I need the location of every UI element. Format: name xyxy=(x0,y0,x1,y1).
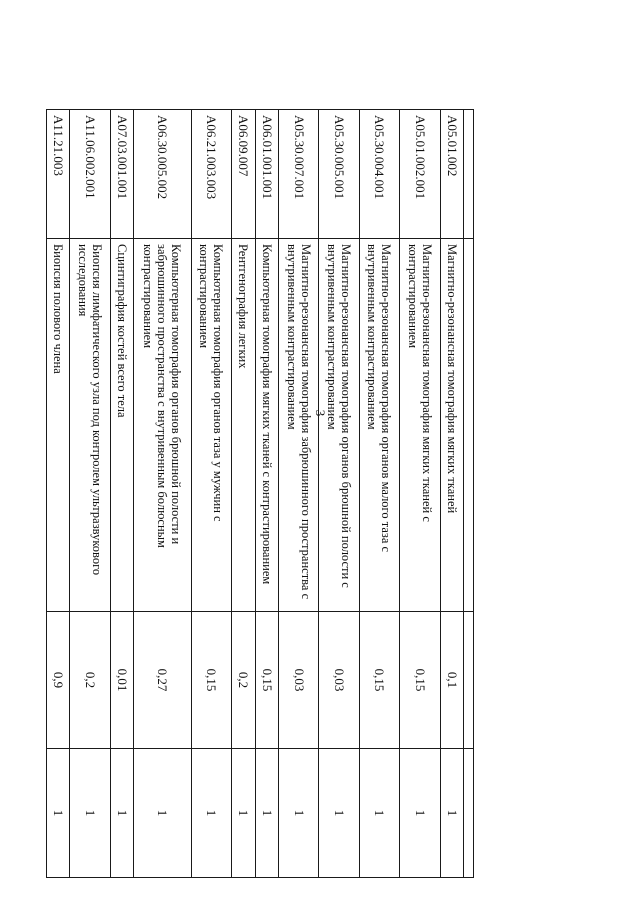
service-name: Магнитно-резонансная томография мягких тканей с контрастированием xyxy=(400,239,440,612)
service-coefficient: 0,2 xyxy=(70,612,110,749)
service-multiplicity: 1 xyxy=(110,749,133,878)
service-code: A06.21.003.003 xyxy=(191,110,231,239)
service-coefficient: 0,03 xyxy=(319,612,359,749)
header-cell xyxy=(464,749,474,878)
service-multiplicity: 1 xyxy=(440,749,463,878)
services-table xyxy=(46,109,474,878)
table-row xyxy=(70,110,110,878)
service-name: Магнитно-резонансная томография забрюшинного пространства с внутривенным контрастированием xyxy=(278,239,318,612)
service-multiplicity: 1 xyxy=(134,749,192,878)
service-multiplicity: 1 xyxy=(359,749,399,878)
service-coefficient: 0,15 xyxy=(191,612,231,749)
service-multiplicity: 1 xyxy=(400,749,440,878)
table-row xyxy=(255,110,278,878)
service-name: Сцинтиграфия костей всего тела xyxy=(110,239,133,612)
service-coefficient: 0,9 xyxy=(47,612,70,749)
service-code: A07.03.001.001 xyxy=(110,110,133,239)
services-table-wrapper xyxy=(46,109,474,873)
service-coefficient: 0,2 xyxy=(232,612,255,749)
header-cell xyxy=(464,239,474,612)
table-row xyxy=(47,110,70,878)
service-name: Рентгенография легких xyxy=(232,239,255,612)
service-name: Биопсия лимфатического узла под контролем ультразвукового исследования xyxy=(70,239,110,612)
table-row xyxy=(359,110,399,878)
service-code: A05.30.007.001 xyxy=(278,110,318,239)
service-code: A05.01.002 xyxy=(440,110,463,239)
table-top-border-row xyxy=(464,110,474,878)
header-cell xyxy=(464,110,474,239)
service-code: A06.01.001.001 xyxy=(255,110,278,239)
service-multiplicity: 1 xyxy=(319,749,359,878)
service-name: Биопсия полового члена xyxy=(47,239,70,612)
service-coefficient: 0,15 xyxy=(359,612,399,749)
service-coefficient: 0,27 xyxy=(134,612,192,749)
service-multiplicity: 1 xyxy=(232,749,255,878)
service-multiplicity: 1 xyxy=(47,749,70,878)
service-name: Компьютерная томография мягких тканей с контрастированием xyxy=(255,239,278,612)
service-coefficient: 0,15 xyxy=(255,612,278,749)
table-row xyxy=(232,110,255,878)
service-multiplicity: 1 xyxy=(278,749,318,878)
service-coefficient: 0,15 xyxy=(400,612,440,749)
service-code: A11.06.002.001 xyxy=(70,110,110,239)
table-row xyxy=(278,110,318,878)
service-name: Магнитно-резонансная томография органов брюшной полости с внутривенным контрастированием xyxy=(319,239,359,612)
service-code: A05.30.005.001 xyxy=(319,110,359,239)
table-row xyxy=(400,110,440,878)
service-name: Магнитно-резонансная томография мягких тканей xyxy=(440,239,463,612)
service-name: Магнитно-резонансная томография органов малого таза с внутривенным контрастированием xyxy=(359,239,399,612)
header-cell xyxy=(464,612,474,749)
service-coefficient: 0,1 xyxy=(440,612,463,749)
service-code: A06.30.005.002 xyxy=(134,110,192,239)
service-coefficient: 0,03 xyxy=(278,612,318,749)
service-name: Компьютерная томография органов таза у мужчин с контрастированием xyxy=(191,239,231,612)
service-multiplicity: 1 xyxy=(191,749,231,878)
table-row xyxy=(134,110,192,878)
service-code: A05.30.004.001 xyxy=(359,110,399,239)
table-row xyxy=(110,110,133,878)
page-number: 3 xyxy=(313,409,328,417)
table-row xyxy=(191,110,231,878)
service-code: A06.09.007 xyxy=(232,110,255,239)
service-name: Компьютерная томография органов брюшной полости и забрюшинного пространства с внутривенным болюсным контрастированием xyxy=(134,239,192,612)
service-multiplicity: 1 xyxy=(255,749,278,878)
service-code: A11.21.003 xyxy=(47,110,70,239)
service-code: A05.01.002.001 xyxy=(400,110,440,239)
service-coefficient: 0,01 xyxy=(110,612,133,749)
table-row xyxy=(319,110,359,878)
service-multiplicity: 1 xyxy=(70,749,110,878)
table-row xyxy=(440,110,463,878)
